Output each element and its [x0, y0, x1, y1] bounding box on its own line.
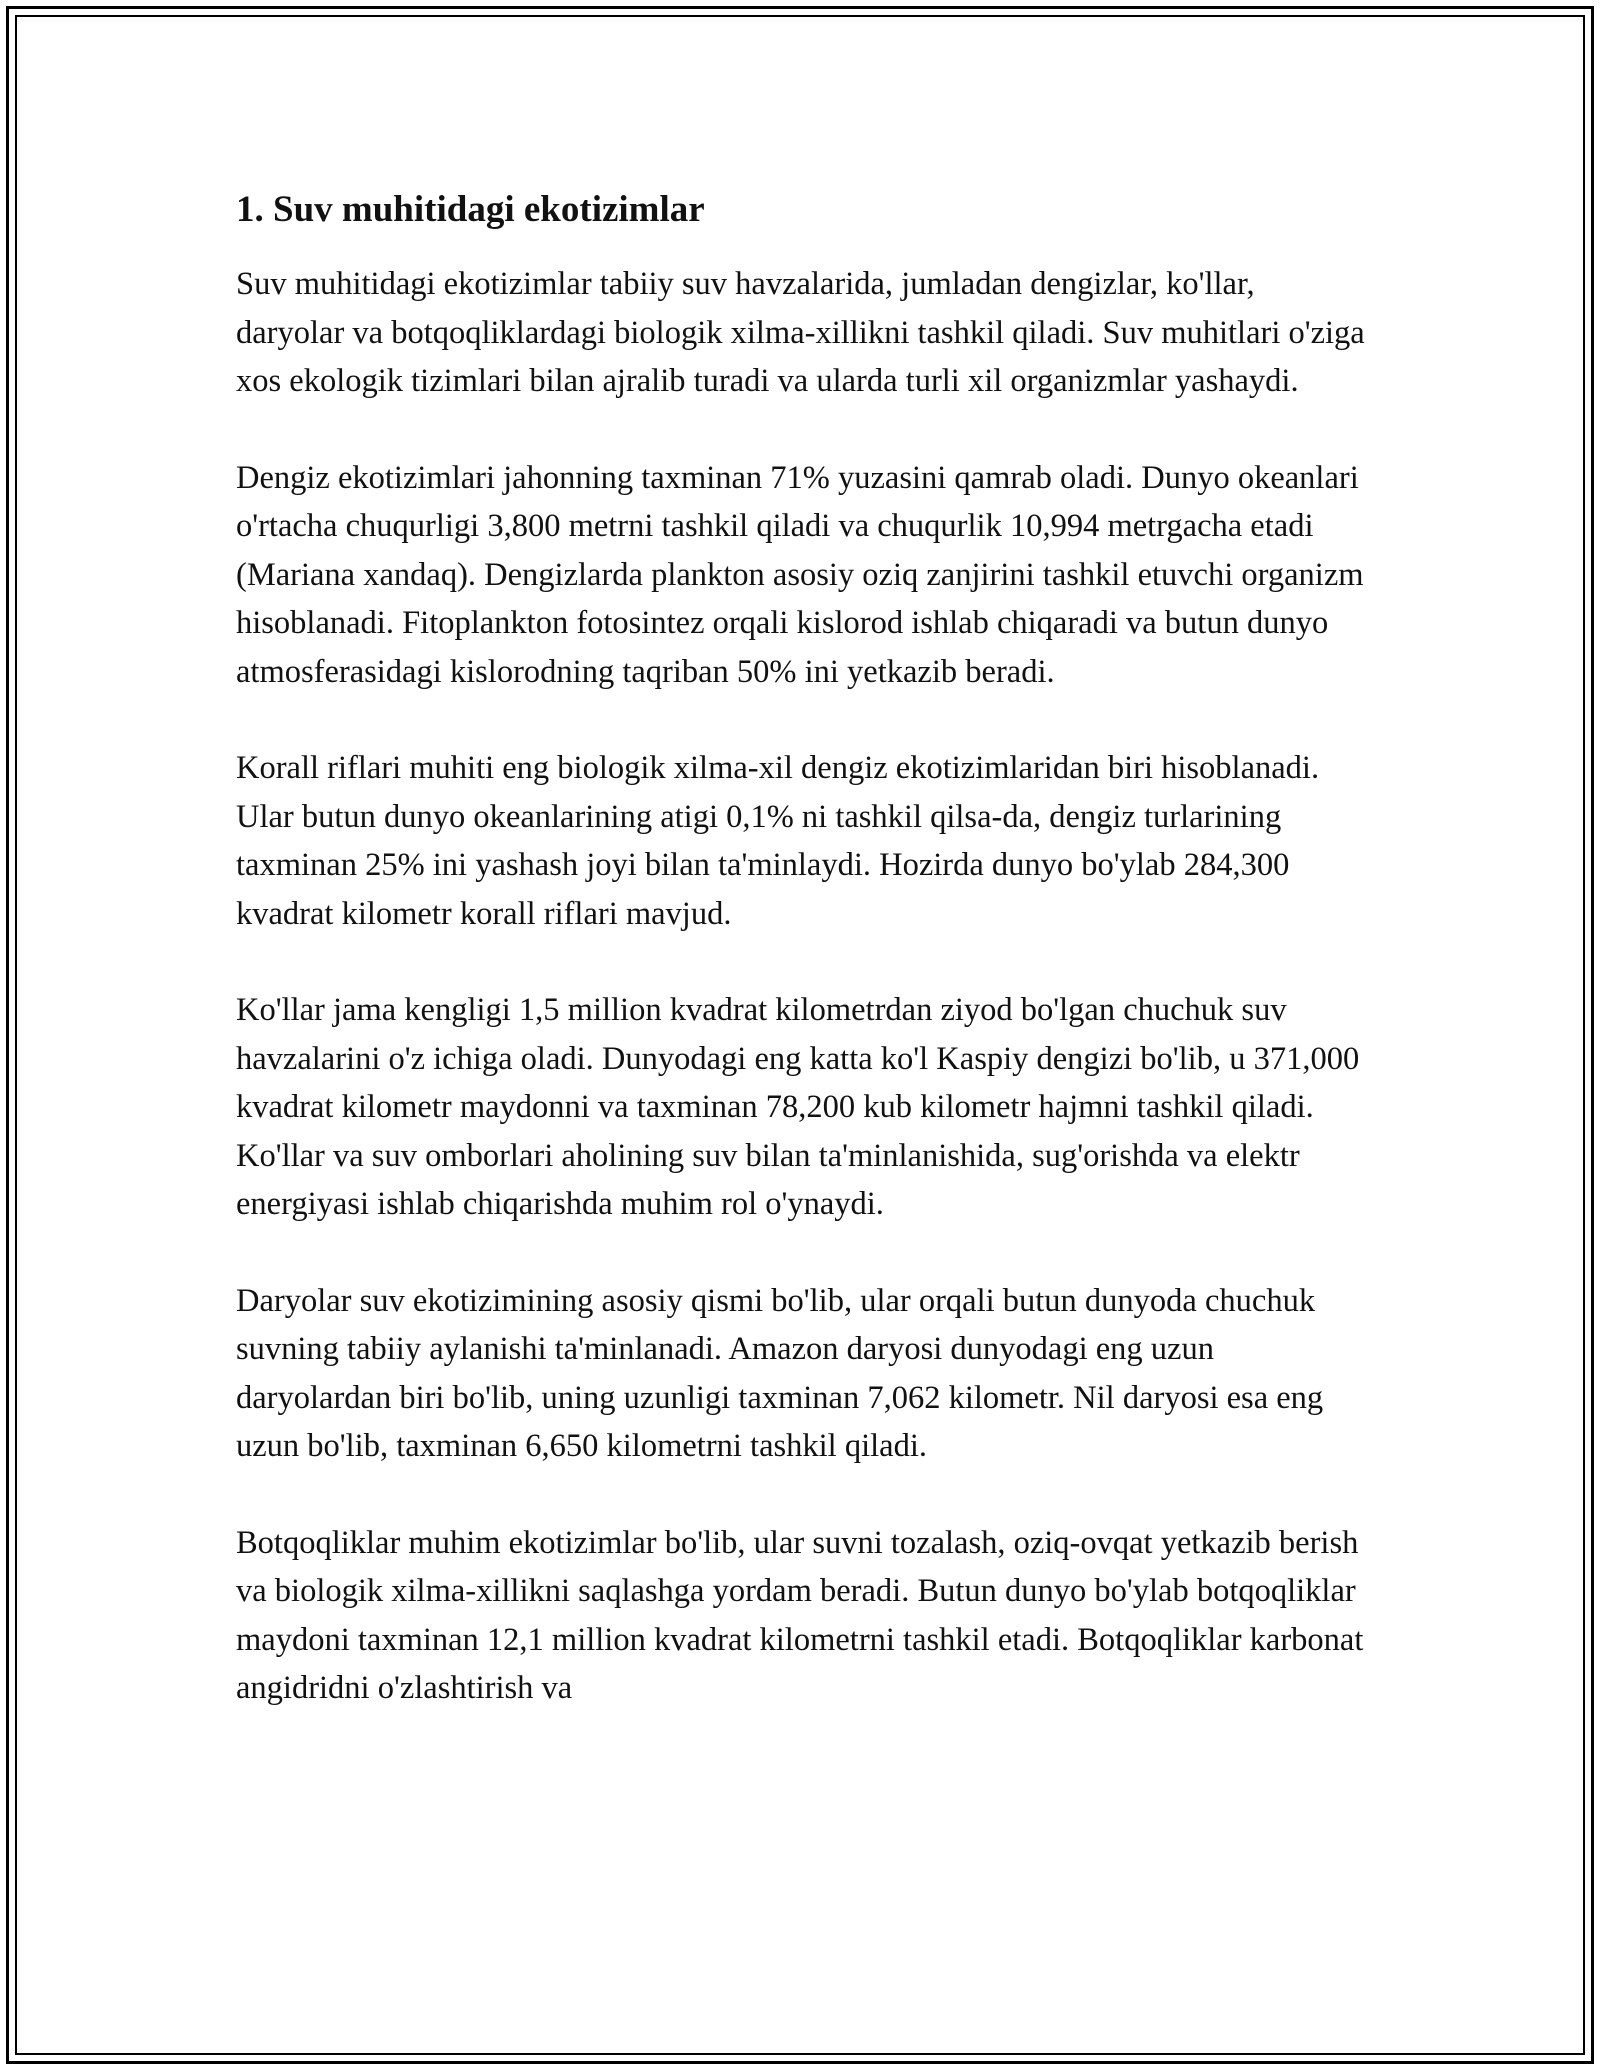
paragraph-wetlands: Botqoqliklar muhim ekotizimlar bo'lib, ular suvni tozalash, oziq-ovqat yetkazib berish va biologik xilma-xillikni saqlashga yordam beradi. Butun dunyo bo'ylab botqoqliklar maydoni taxminan 12,1 million kvadrat kilometrni tashkil etadi. Botqoqliklar karbonat angidridni o'zlashtirish va	[236, 1524, 1364, 1706]
paragraph-rivers: Daryolar suv ekotizimining asosiy qismi bo'lib, ular orqali butun dunyoda chuchuk suvning tabiiy aylanishi ta'minlanadi. Amazon daryosi dunyodagi eng uzun daryolardan biri bo'lib, uning uzunligi taxminan 7,062 kilometr. Nil daryosi esa eng uzun bo'lib, taxminan 6,650 kilometrni tashkil qiladi.	[236, 1282, 1324, 1464]
paragraph-coral-reefs: Korall riflari muhiti eng biologik xilma-xil dengiz ekotizimlaridan biri hisoblanadi. Ular butun dunyo okeanlarining atigi 0,1% ni tashkil qilsa-da, dengiz turlarining taxminan 25% ini yashash joyi bilan ta'minlaydi. Hozirda dunyo bo'ylab 284,300 kvadrat kilometr korall riflari mavjud.	[236, 750, 1320, 932]
paragraph-lakes: Ko'llar jama kengligi 1,5 million kvadrat kilometrdan ziyod bo'lgan chuchuk suv havzalarini o'z ichiga oladi. Dunyodagi eng katta ko'l Kaspiy dengizi bo'lib, u 371,000 kvadrat kilometr maydonni va taxminan 78,200 kub kilometr hajmni tashkil qiladi. Ko'llar va suv omborlari aholining suv bilan ta'minlanishida, sug'orishda va elektr energiyasi ishlab chiqarishda muhim rol o'ynaydi.	[236, 992, 1360, 1222]
paragraph-intro: Suv muhitidagi ekotizimlar tabiiy suv havzalarida, jumladan dengizlar, ko'llar, daryolar va botqoqliklardagi biologik xilma-xillikni tashkil qiladi. Suv muhitlari o'ziga xos ekologik tizimlari bilan ajralib turadi va ularda turli xil organizmlar yashaydi.	[236, 266, 1365, 399]
paragraph-marine-ecosystems: Dengiz ekotizimlari jahonning taxminan 71% yuzasini qamrab oladi. Dunyo okeanlari o'rtacha chuqurligi 3,800 metrni tashkil qiladi va chuqurlik 10,994 metrgacha etadi (Mariana xandaq). Dengizlarda plankton asosiy oziq zanjirini tashkil etuvchi organizm hisoblanadi. Fitoplankton fotosintez orqali kislorod ishlab chiqaradi va butun dunyo atmosferasidagi kislorodning taqriban 50% ini yetkazib beradi.	[236, 459, 1364, 690]
section-heading: 1. Suv muhitidagi ekotizimlar	[236, 189, 705, 230]
document-body	[236, 186, 1366, 1761]
